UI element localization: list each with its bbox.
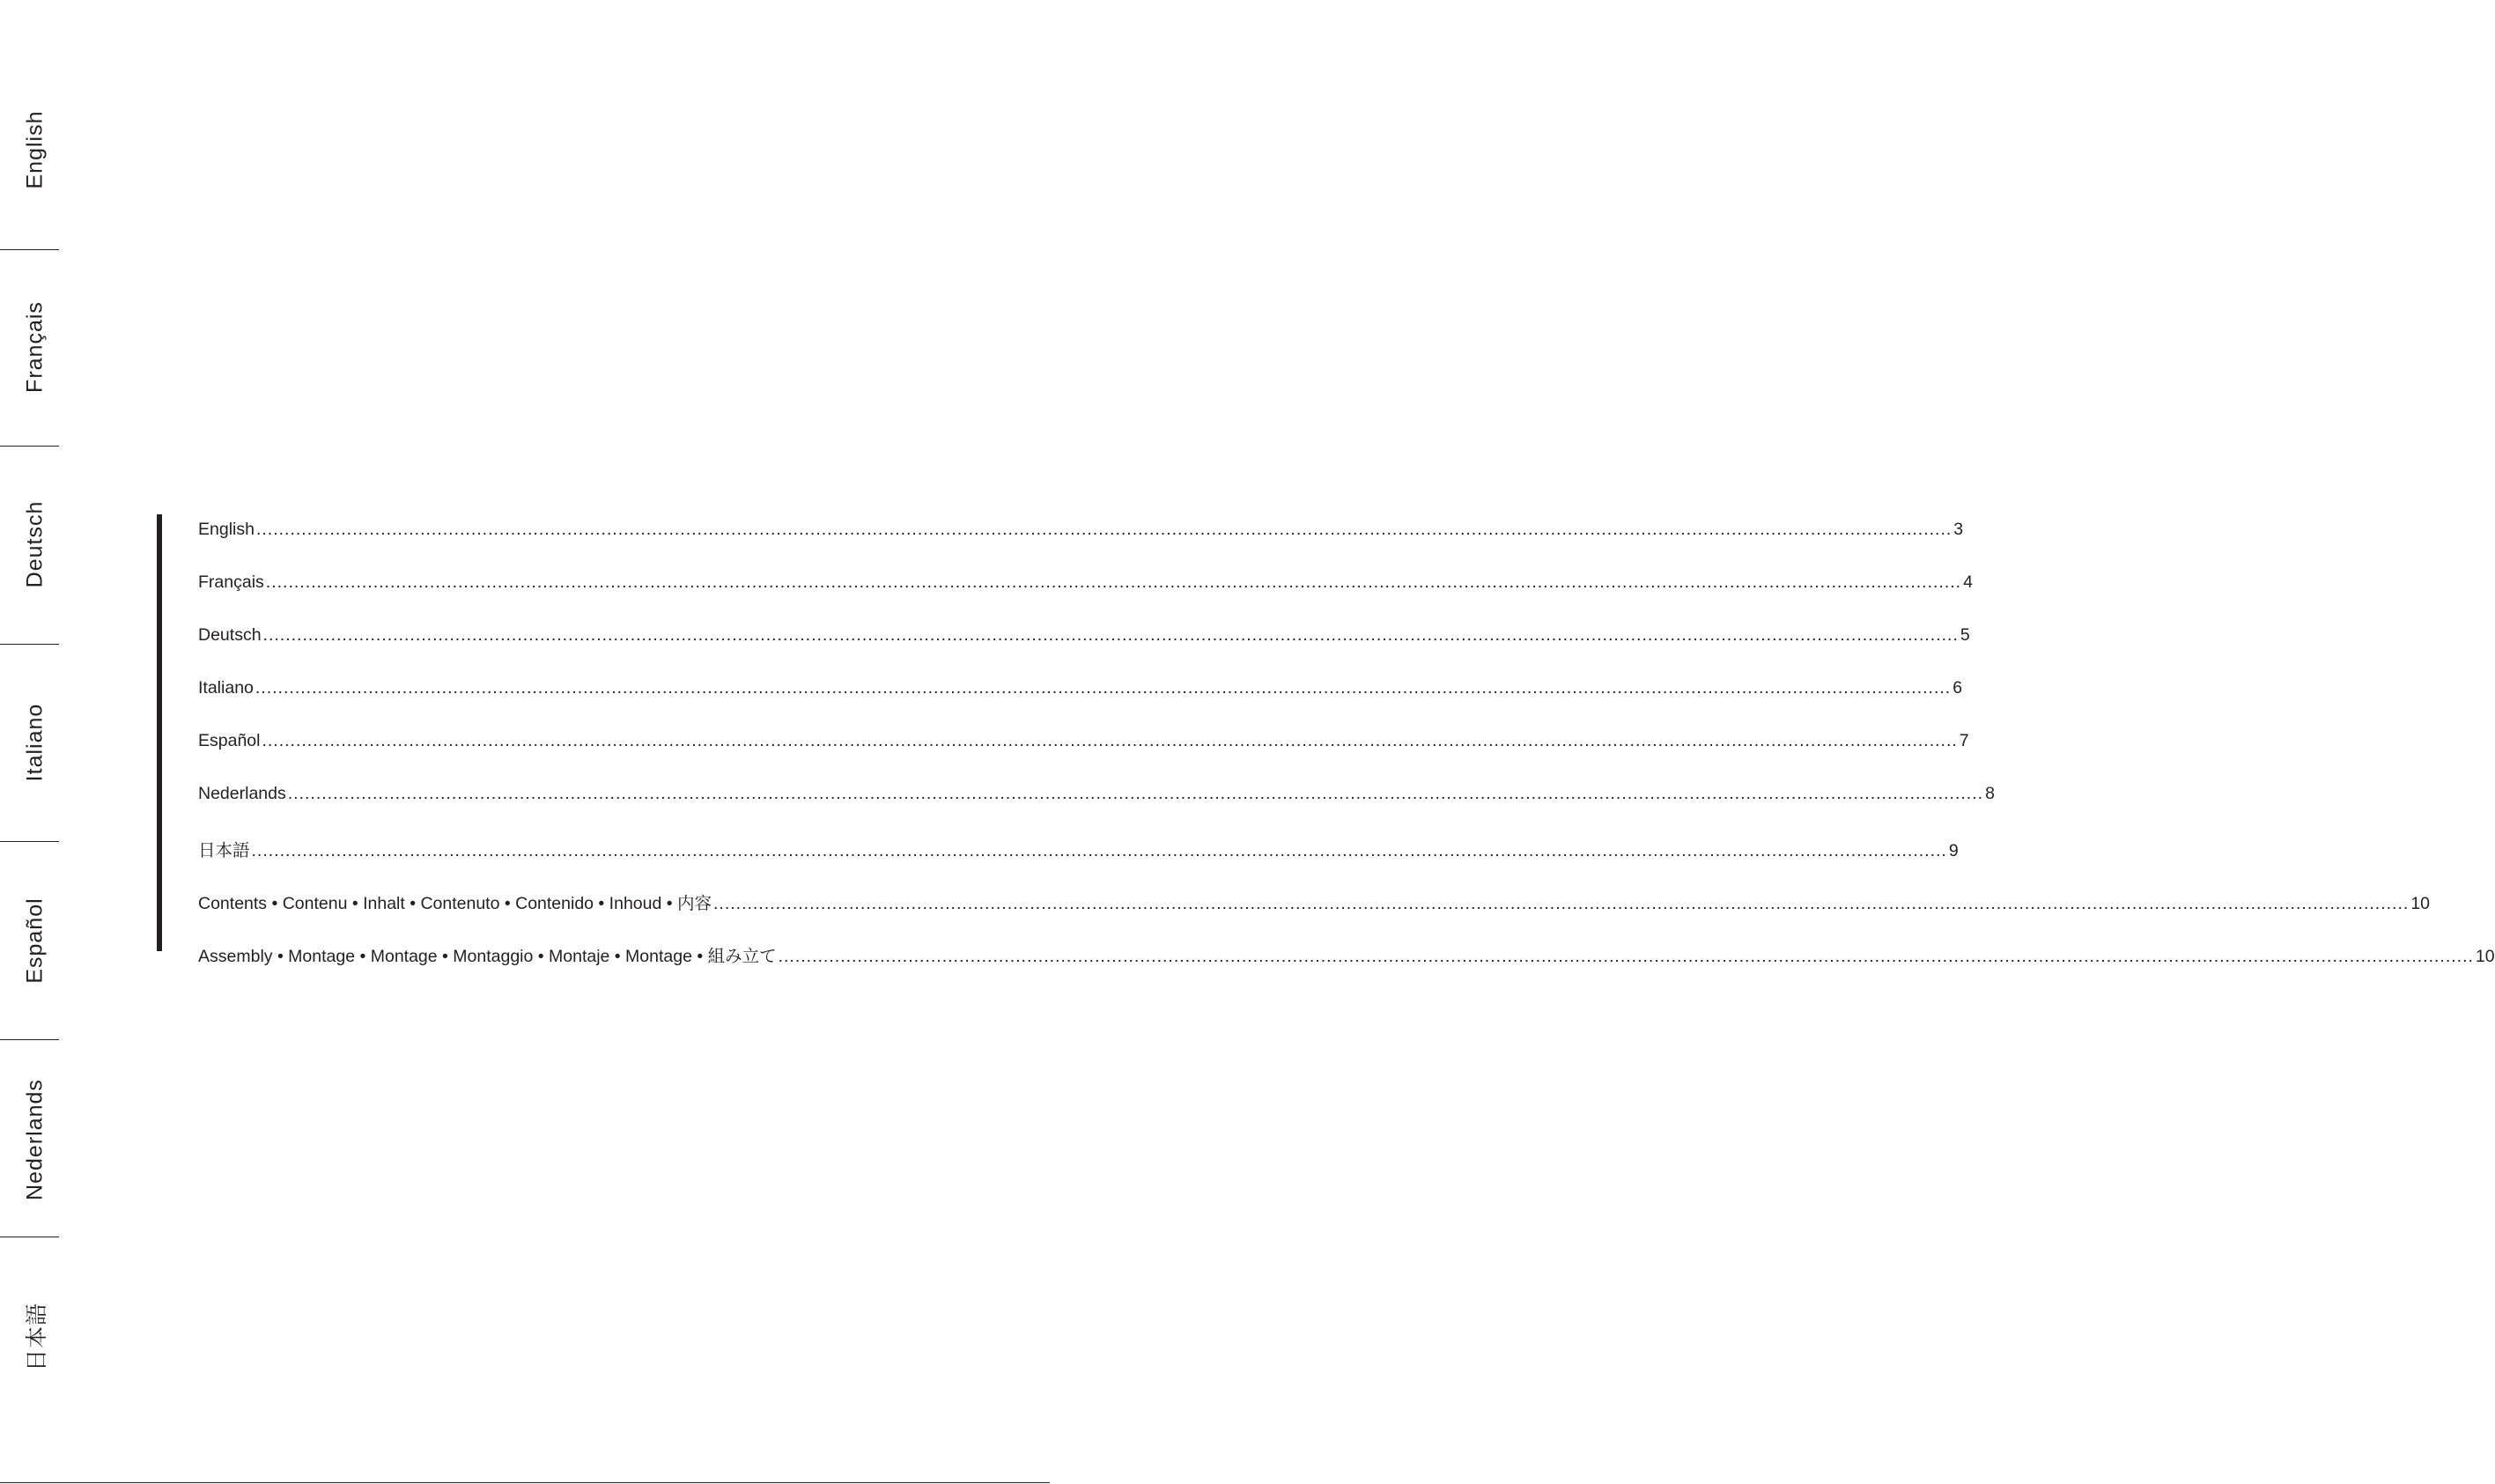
toc-entry-title: Assembly • Montage • Montage • Montaggio • Montaje • Montage • 組み立て [198, 947, 777, 966]
tab-divider [0, 1039, 59, 1040]
dot-leader: ............................................................................................................................................................................................................................................................................................................ [287, 784, 1984, 803]
tab-divider [0, 841, 59, 842]
dot-leader: ............................................................................................................................................................................................................................................................................................................ [712, 894, 2410, 913]
toc-entry-page: 3 [1953, 520, 1964, 539]
tab-francais[interactable]: Français [22, 301, 48, 393]
tab-english[interactable]: English [22, 110, 48, 189]
toc-entry-title: Español [198, 731, 261, 750]
tab-deutsch[interactable]: Deutsch [22, 500, 48, 588]
toc-entry-page: 10 [2410, 894, 2431, 913]
dot-leader: ............................................................................................................................................................................................................................................................................................................ [255, 520, 1952, 539]
toc-entry-page: 7 [1959, 731, 1969, 750]
tab-divider [0, 249, 59, 250]
toc-entry-deutsch[interactable] [198, 625, 1970, 646]
tab-divider [0, 644, 59, 645]
toc-entry-japanese[interactable] [198, 837, 1959, 860]
toc-entry-nederlands[interactable] [198, 784, 1995, 805]
toc-entry-page: 5 [1960, 625, 1970, 645]
toc-entry-espanol[interactable] [198, 731, 1969, 752]
toc-entry-english[interactable] [198, 520, 1964, 541]
toc-entry-title: English [198, 520, 255, 539]
tab-japanese[interactable]: 日本語 [25, 1302, 49, 1372]
tab-nederlands[interactable]: Nederlands [22, 1079, 48, 1200]
toc-entry-francais[interactable] [198, 572, 1973, 594]
toc-entry-title: 日本語 [198, 841, 250, 860]
toc-entry-title: Deutsch [198, 625, 262, 645]
dot-leader: ............................................................................................................................................................................................................................................................................................................ [778, 947, 2474, 966]
dot-leader: ............................................................................................................................................................................................................................................................................................................ [251, 841, 1947, 860]
toc-entry-italiano[interactable] [198, 678, 1963, 699]
toc-entry-title: Contents • Contenu • Inhalt • Contenuto • Contenido • Inhoud • 内容 [198, 894, 712, 913]
tab-divider [0, 446, 59, 447]
language-tab-sidebar [0, 0, 62, 1484]
toc-entry-title: Italiano [198, 678, 254, 698]
tab-italiano[interactable]: Italiano [22, 703, 48, 782]
toc-entry-contents[interactable] [198, 890, 2431, 913]
bottom-rule [0, 1482, 1050, 1483]
tab-espanol[interactable]: Español [22, 897, 48, 984]
dot-leader: ............................................................................................................................................................................................................................................................................................................ [262, 731, 1958, 750]
toc-entry-title: Français [198, 572, 264, 592]
dot-leader: ............................................................................................................................................................................................................................................................................................................ [255, 678, 1952, 698]
dot-leader: ............................................................................................................................................................................................................................................................................................................ [265, 572, 1962, 592]
dot-leader: ............................................................................................................................................................................................................................................................................................................ [262, 625, 1959, 645]
toc-entry-title: Nederlands [198, 784, 286, 803]
toc-entry-page: 10 [2475, 947, 2495, 966]
toc-entry-page: 6 [1952, 678, 1963, 698]
toc-entry-page: 8 [1985, 784, 1995, 803]
toc-entry-assembly[interactable] [198, 942, 2495, 966]
table-of-contents [157, 514, 2495, 966]
toc-entry-page: 4 [1963, 572, 1973, 592]
toc-entry-page: 9 [1948, 841, 1959, 860]
